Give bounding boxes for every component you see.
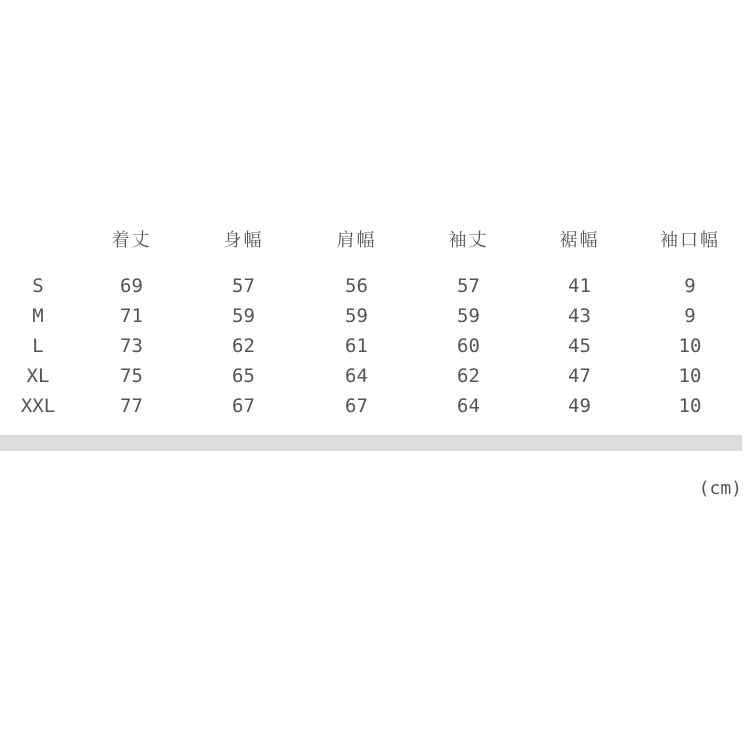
row-label-xl: XL <box>26 365 50 387</box>
table-cell: 65 <box>232 365 255 387</box>
unit-label: (cm) <box>698 478 742 499</box>
table-cell: 62 <box>232 335 255 357</box>
table-cell: 77 <box>120 395 143 417</box>
table-cell: 10 <box>678 335 702 357</box>
table-cell: 41 <box>568 275 591 297</box>
table-cell: 45 <box>568 335 591 357</box>
table-row-s <box>0 271 745 301</box>
table-row-xxl <box>0 391 745 421</box>
table-cell: 75 <box>120 365 143 387</box>
table-cell: 64 <box>345 365 368 387</box>
table-row-l <box>0 331 745 361</box>
table-cell: 67 <box>232 395 255 417</box>
table-cell: 61 <box>345 335 368 357</box>
table-row-xl <box>0 361 745 391</box>
column-header-body-length: 着丈 <box>111 230 152 251</box>
table-cell: 57 <box>457 275 480 297</box>
table-cell: 62 <box>457 365 480 387</box>
divider-bar <box>0 435 742 451</box>
table-cell: 69 <box>120 275 143 297</box>
table-row-m <box>0 301 745 331</box>
table-cell: 9 <box>684 305 696 327</box>
table-cell: 71 <box>120 305 143 327</box>
table-cell: 64 <box>457 395 480 417</box>
table-cell: 59 <box>232 305 255 327</box>
column-header-sleeve-length: 袖丈 <box>448 230 489 251</box>
table-cell: 60 <box>457 335 480 357</box>
column-header-body-width: 身幅 <box>223 230 264 251</box>
row-label-m: M <box>32 305 44 327</box>
table-header-row <box>0 226 745 252</box>
row-label-l: L <box>32 335 44 357</box>
table-cell: 59 <box>457 305 480 327</box>
row-label-xxl: XXL <box>20 395 56 417</box>
column-header-cuff-width: 袖口幅 <box>660 230 720 251</box>
table-cell: 57 <box>232 275 255 297</box>
table-cell: 43 <box>568 305 591 327</box>
table-cell: 10 <box>678 365 702 387</box>
column-header-shoulder-width: 肩幅 <box>336 230 377 251</box>
size-chart-table <box>0 226 745 421</box>
column-header-hem-width: 裾幅 <box>559 230 600 251</box>
table-cell: 73 <box>120 335 143 357</box>
table-cell: 59 <box>345 305 368 327</box>
table-cell: 9 <box>684 275 696 297</box>
table-cell: 47 <box>568 365 591 387</box>
table-cell: 67 <box>345 395 368 417</box>
row-label-s: S <box>32 275 44 297</box>
table-cell: 49 <box>568 395 591 417</box>
table-cell: 10 <box>678 395 702 417</box>
table-cell: 56 <box>345 275 368 297</box>
